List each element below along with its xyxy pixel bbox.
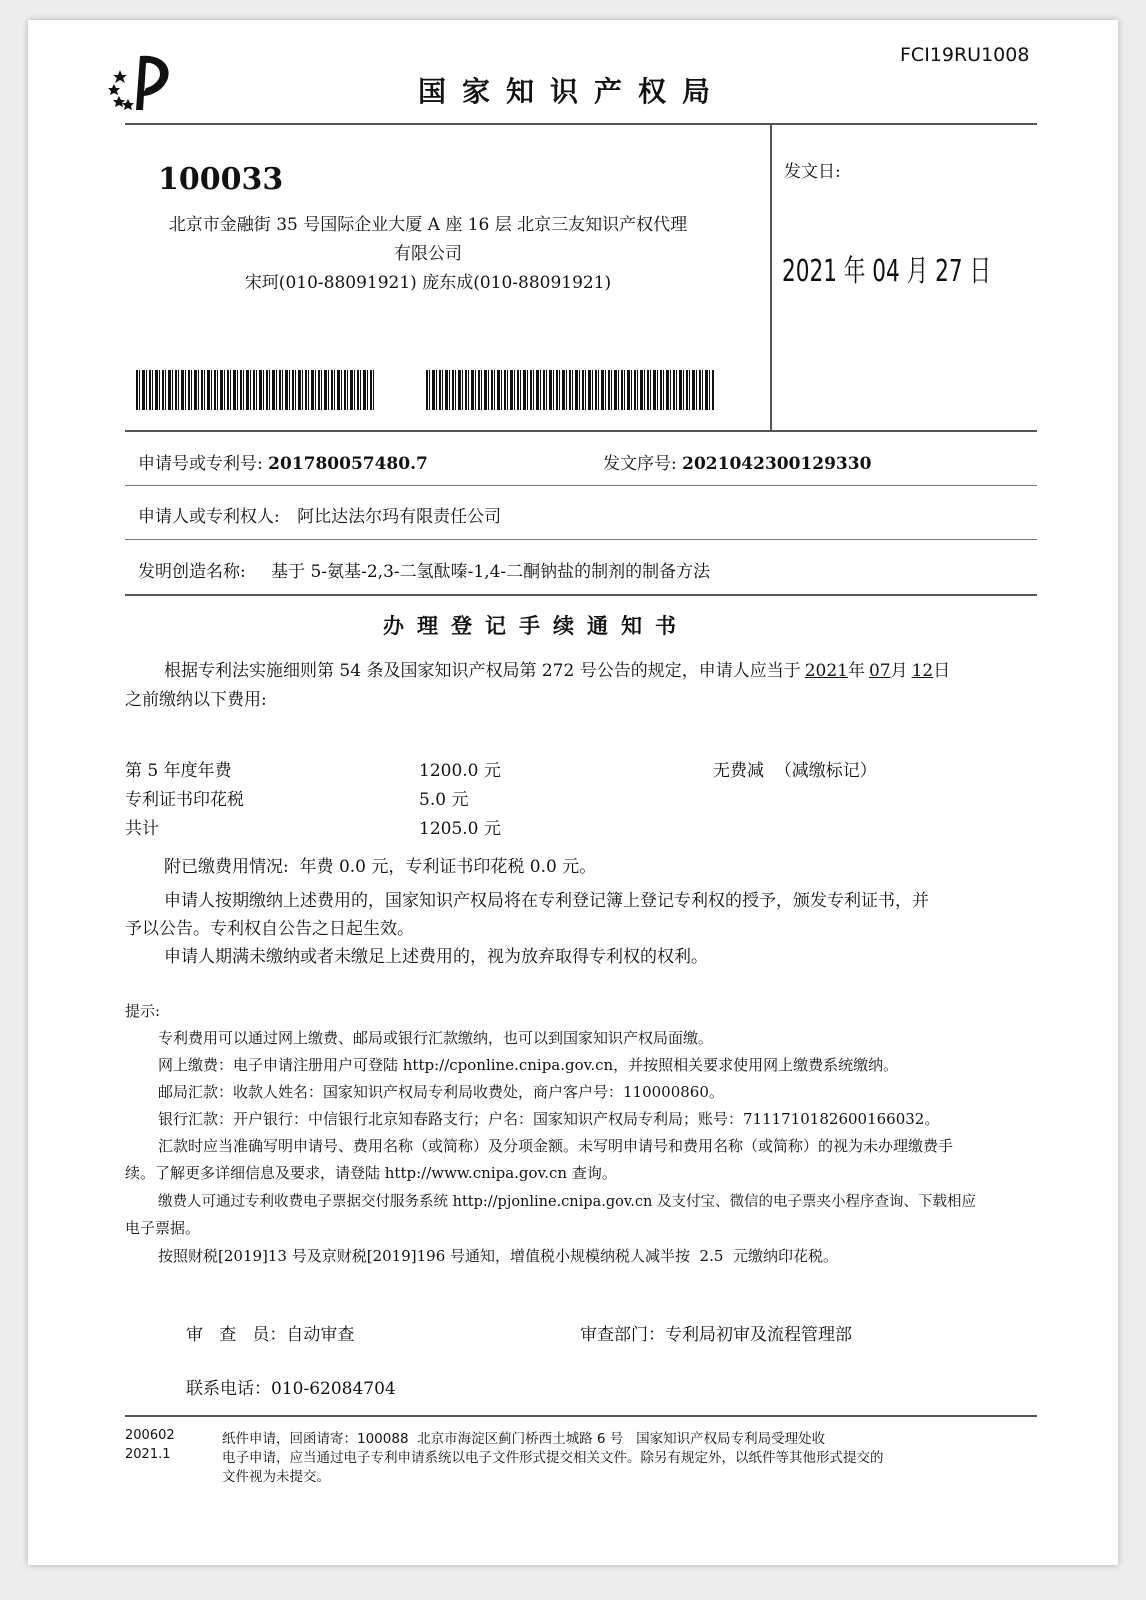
fee-amount: 1200.0 元 xyxy=(419,761,501,781)
postcode: 100033 xyxy=(158,162,284,197)
footer-line: 电子申请，应当通过电子专利申请系统以电子文件形式提交相关文件。除另有规定外，以纸件等其他形式提交的 xyxy=(222,1450,884,1466)
application-number: 201780057480.7 xyxy=(268,454,428,474)
tip-line: 银行汇款：开户银行：中信银行北京知春路支行；户名：国家知识产权局专利局；账号：7111710182600166032。 xyxy=(158,1110,940,1128)
notice-paragraph-1-cont: 之前缴纳以下费用: xyxy=(125,690,267,710)
tip-line: 汇款时应当准确写明申请号、费用名称（或简称）及分项金额。未写明申请号和费用名称（或简称）的视为未办理缴费手 xyxy=(158,1137,954,1155)
application-number-label: 申请号或专利号: xyxy=(138,454,263,474)
footer-line: 文件视为未提交。 xyxy=(222,1469,330,1485)
document-page xyxy=(28,20,1118,1565)
notice-title: 办理登记手续通知书 xyxy=(383,614,689,638)
tip-line: 电子票据。 xyxy=(125,1219,201,1237)
due-year: 2021 xyxy=(804,661,848,681)
document-code: FCI19RU1008 xyxy=(900,44,1030,66)
barcode-right xyxy=(426,370,714,410)
cnipa-logo-icon xyxy=(106,50,186,114)
serial-number-label: 发文序号: xyxy=(603,454,677,474)
fee-note: 无费减 （减缴标记） xyxy=(713,761,877,781)
tip-line: 网上缴费：电子申请注册用户可登陆 http://cponline.cnipa.gov.cn，并按照相关要求使用网上缴费系统缴纳。 xyxy=(158,1056,899,1074)
applicant-row xyxy=(138,502,501,527)
barcode-left xyxy=(136,370,374,410)
form-code: 200602 xyxy=(125,1428,175,1443)
due-day: 12 xyxy=(911,661,934,681)
info-rule-3 xyxy=(125,539,1037,540)
header-divider xyxy=(770,124,772,431)
serial-number: 2021042300129330 xyxy=(682,454,872,474)
office-title: 国家知识产权局 xyxy=(418,75,727,108)
fee-name: 第 5 年度年费 xyxy=(125,761,232,781)
fee-amount: 1205.0 元 xyxy=(419,819,501,839)
serial-number-row xyxy=(603,449,871,474)
fee-amount: 5.0 元 xyxy=(419,790,469,810)
tip-line: 缴费人可通过专利收费电子票据交付服务系统 http://pjonline.cnipa.gov.cn 及支付宝、微信的电子票夹小程序查询、下载相应 xyxy=(158,1194,976,1210)
contact-phone: 联系电话：010-62084704 xyxy=(186,1379,396,1399)
fee-name: 共计 xyxy=(125,819,159,839)
examination-department: 审查部门：专利局初审及流程管理部 xyxy=(580,1325,852,1345)
due-month: 07 xyxy=(868,661,891,681)
paid-fees: 附已缴费用情况: 年费 0.0 元，专利证书印花税 0.0 元。 xyxy=(164,857,597,877)
tip-line: 续。了解更多详细信息及要求，请登陆 http://www.cnipa.gov.cn 查询。 xyxy=(125,1164,617,1182)
applicant-label: 申请人或专利权人: xyxy=(138,507,280,527)
fee-name: 专利证书印花税 xyxy=(125,790,244,810)
tip-line: 按照财税[2019]13 号及京财税[2019]196 号通知，增值税小规模纳税人减半按 2.5 元缴纳印花税。 xyxy=(158,1247,838,1265)
address-line-2: 有限公司 xyxy=(394,244,462,264)
notice-paragraph-3: 申请人期满未缴纳或者未缴足上述费用的，视为放弃取得专利权的权利。 xyxy=(164,947,708,967)
notice-paragraph-2: 申请人按期缴纳上述费用的，国家知识产权局将在专利登记簿上登记专利权的授予，颁发专利证书，并 xyxy=(164,891,929,911)
notice-paragraph-1: 根据专利法实施细则第 54 条及国家知识产权局第 272 号公告的规定，申请人应当于 2021年 07月 12日 xyxy=(164,661,951,681)
dispatch-date-label: 发文日: xyxy=(784,162,841,182)
applicant-name: 阿比达法尔玛有限责任公司 xyxy=(297,507,502,527)
info-rule-4 xyxy=(125,594,1037,596)
fee-row xyxy=(125,814,1005,840)
invention-title: 基于 5-氨基-2,3-二氢酞嗪-1,4-二酮钠盐的制剂的制备方法 xyxy=(271,562,711,582)
dispatch-date: 2021 年 04 月 27 日 xyxy=(782,254,992,289)
info-rule-2 xyxy=(125,485,1037,486)
footer-rule xyxy=(125,1415,1037,1417)
fee-row xyxy=(125,756,1005,782)
application-number-row xyxy=(138,449,428,474)
footer-line: 纸件申请，回函请寄：100088 北京市海淀区蓟门桥西土城路 6 号 国家知识产权局专利局受理处收 xyxy=(222,1431,826,1447)
header-rule xyxy=(125,123,1037,125)
notice-paragraph-2-cont: 予以公告。专利权自公告之日起生效。 xyxy=(125,919,414,939)
info-rule-1 xyxy=(125,430,1037,432)
examiner: 审 查 员：自动审查 xyxy=(186,1325,355,1345)
tip-line: 邮局汇款：收款人姓名：国家知识产权局专利局收费处，商户客户号：110000860。 xyxy=(158,1083,724,1101)
invention-title-row xyxy=(138,557,710,582)
tips-label: 提示: xyxy=(125,1002,161,1020)
address-line-3: 宋珂(010-88091921) 庞东成(010-88091921) xyxy=(244,273,612,293)
invention-title-label: 发明创造名称: xyxy=(138,562,246,582)
form-version: 2021.1 xyxy=(125,1447,171,1462)
fee-row xyxy=(125,785,1005,811)
tip-line: 专利费用可以通过网上缴费、邮局或银行汇款缴纳，也可以到国家知识产权局面缴。 xyxy=(158,1029,714,1047)
address-line-1: 北京市金融街 35 号国际企业大厦 A 座 16 层 北京三友知识产权代理 xyxy=(168,215,688,235)
